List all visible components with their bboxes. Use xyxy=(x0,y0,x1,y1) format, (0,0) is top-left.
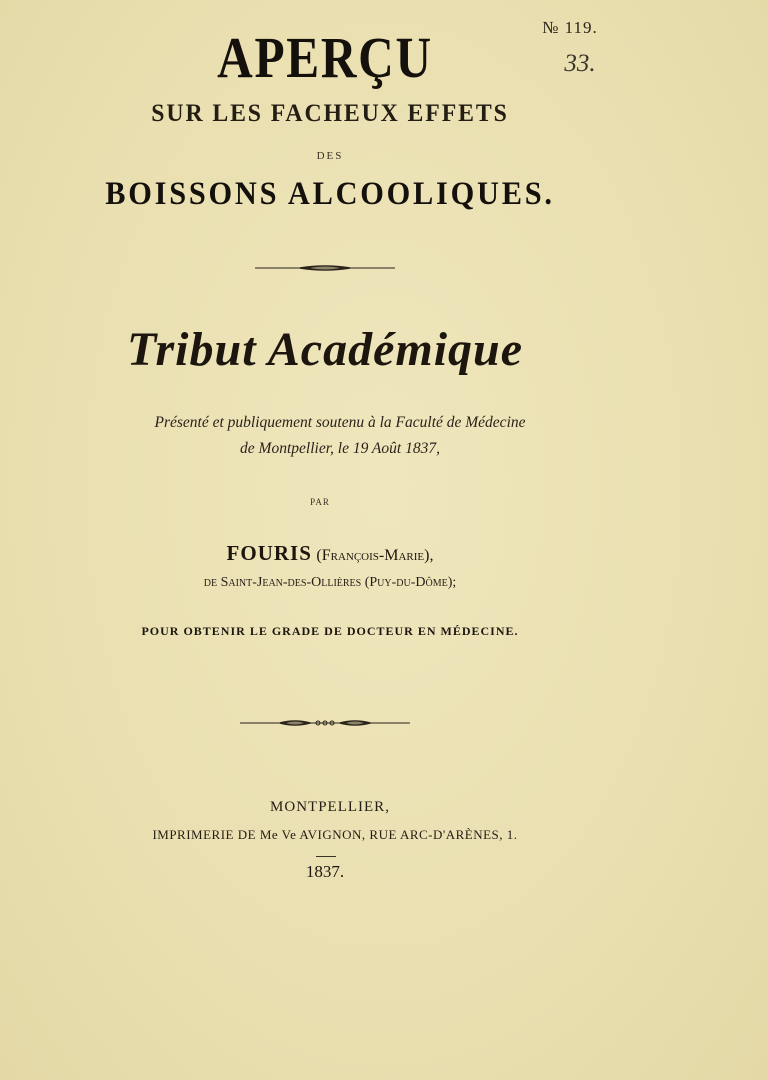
ornamental-rule-bottom xyxy=(240,716,410,730)
title-des: DES xyxy=(316,150,344,162)
author-origin: de Saint-Jean-des-Ollières (Puy-du-Dôme); xyxy=(203,575,457,590)
presentation-line-1: Présenté et publiquement soutenu à la Faculté de Médecine xyxy=(154,414,526,431)
author-given-names: (François-Marie), xyxy=(316,547,434,564)
title-apercu: APERÇU xyxy=(217,25,433,90)
presentation-line-2: de Montpellier, le 19 Août 1837, xyxy=(240,440,440,457)
imprint-printer xyxy=(90,827,580,843)
author-surname: FOURIS xyxy=(226,541,312,565)
author-line xyxy=(120,541,540,566)
ornamental-rule-top xyxy=(255,262,395,274)
degree-line: POUR OBTENIR LE GRADE DE DOCTEUR EN MÉDECINE. xyxy=(141,624,519,638)
imprint-city: MONTPELLIER, xyxy=(270,799,390,815)
title-subline: SUR LES FACHEUX EFFETS xyxy=(151,100,509,127)
short-rule xyxy=(316,856,336,857)
par-label: PAR xyxy=(310,497,330,507)
printer-prefix: IMPRIMERIE DE xyxy=(152,827,257,842)
tribut-academique-heading: Tribut Académique xyxy=(126,323,524,376)
catalog-number: № 119. xyxy=(542,18,598,37)
handwritten-number: 33. xyxy=(564,50,596,77)
title-main: BOISSONS ALCOOLIQUES. xyxy=(105,176,555,212)
printer-name: Me Ve AVIGNON, RUE ARC-D'ARÈNES, 1. xyxy=(259,827,518,842)
imprint-year: 1837. xyxy=(305,862,345,881)
